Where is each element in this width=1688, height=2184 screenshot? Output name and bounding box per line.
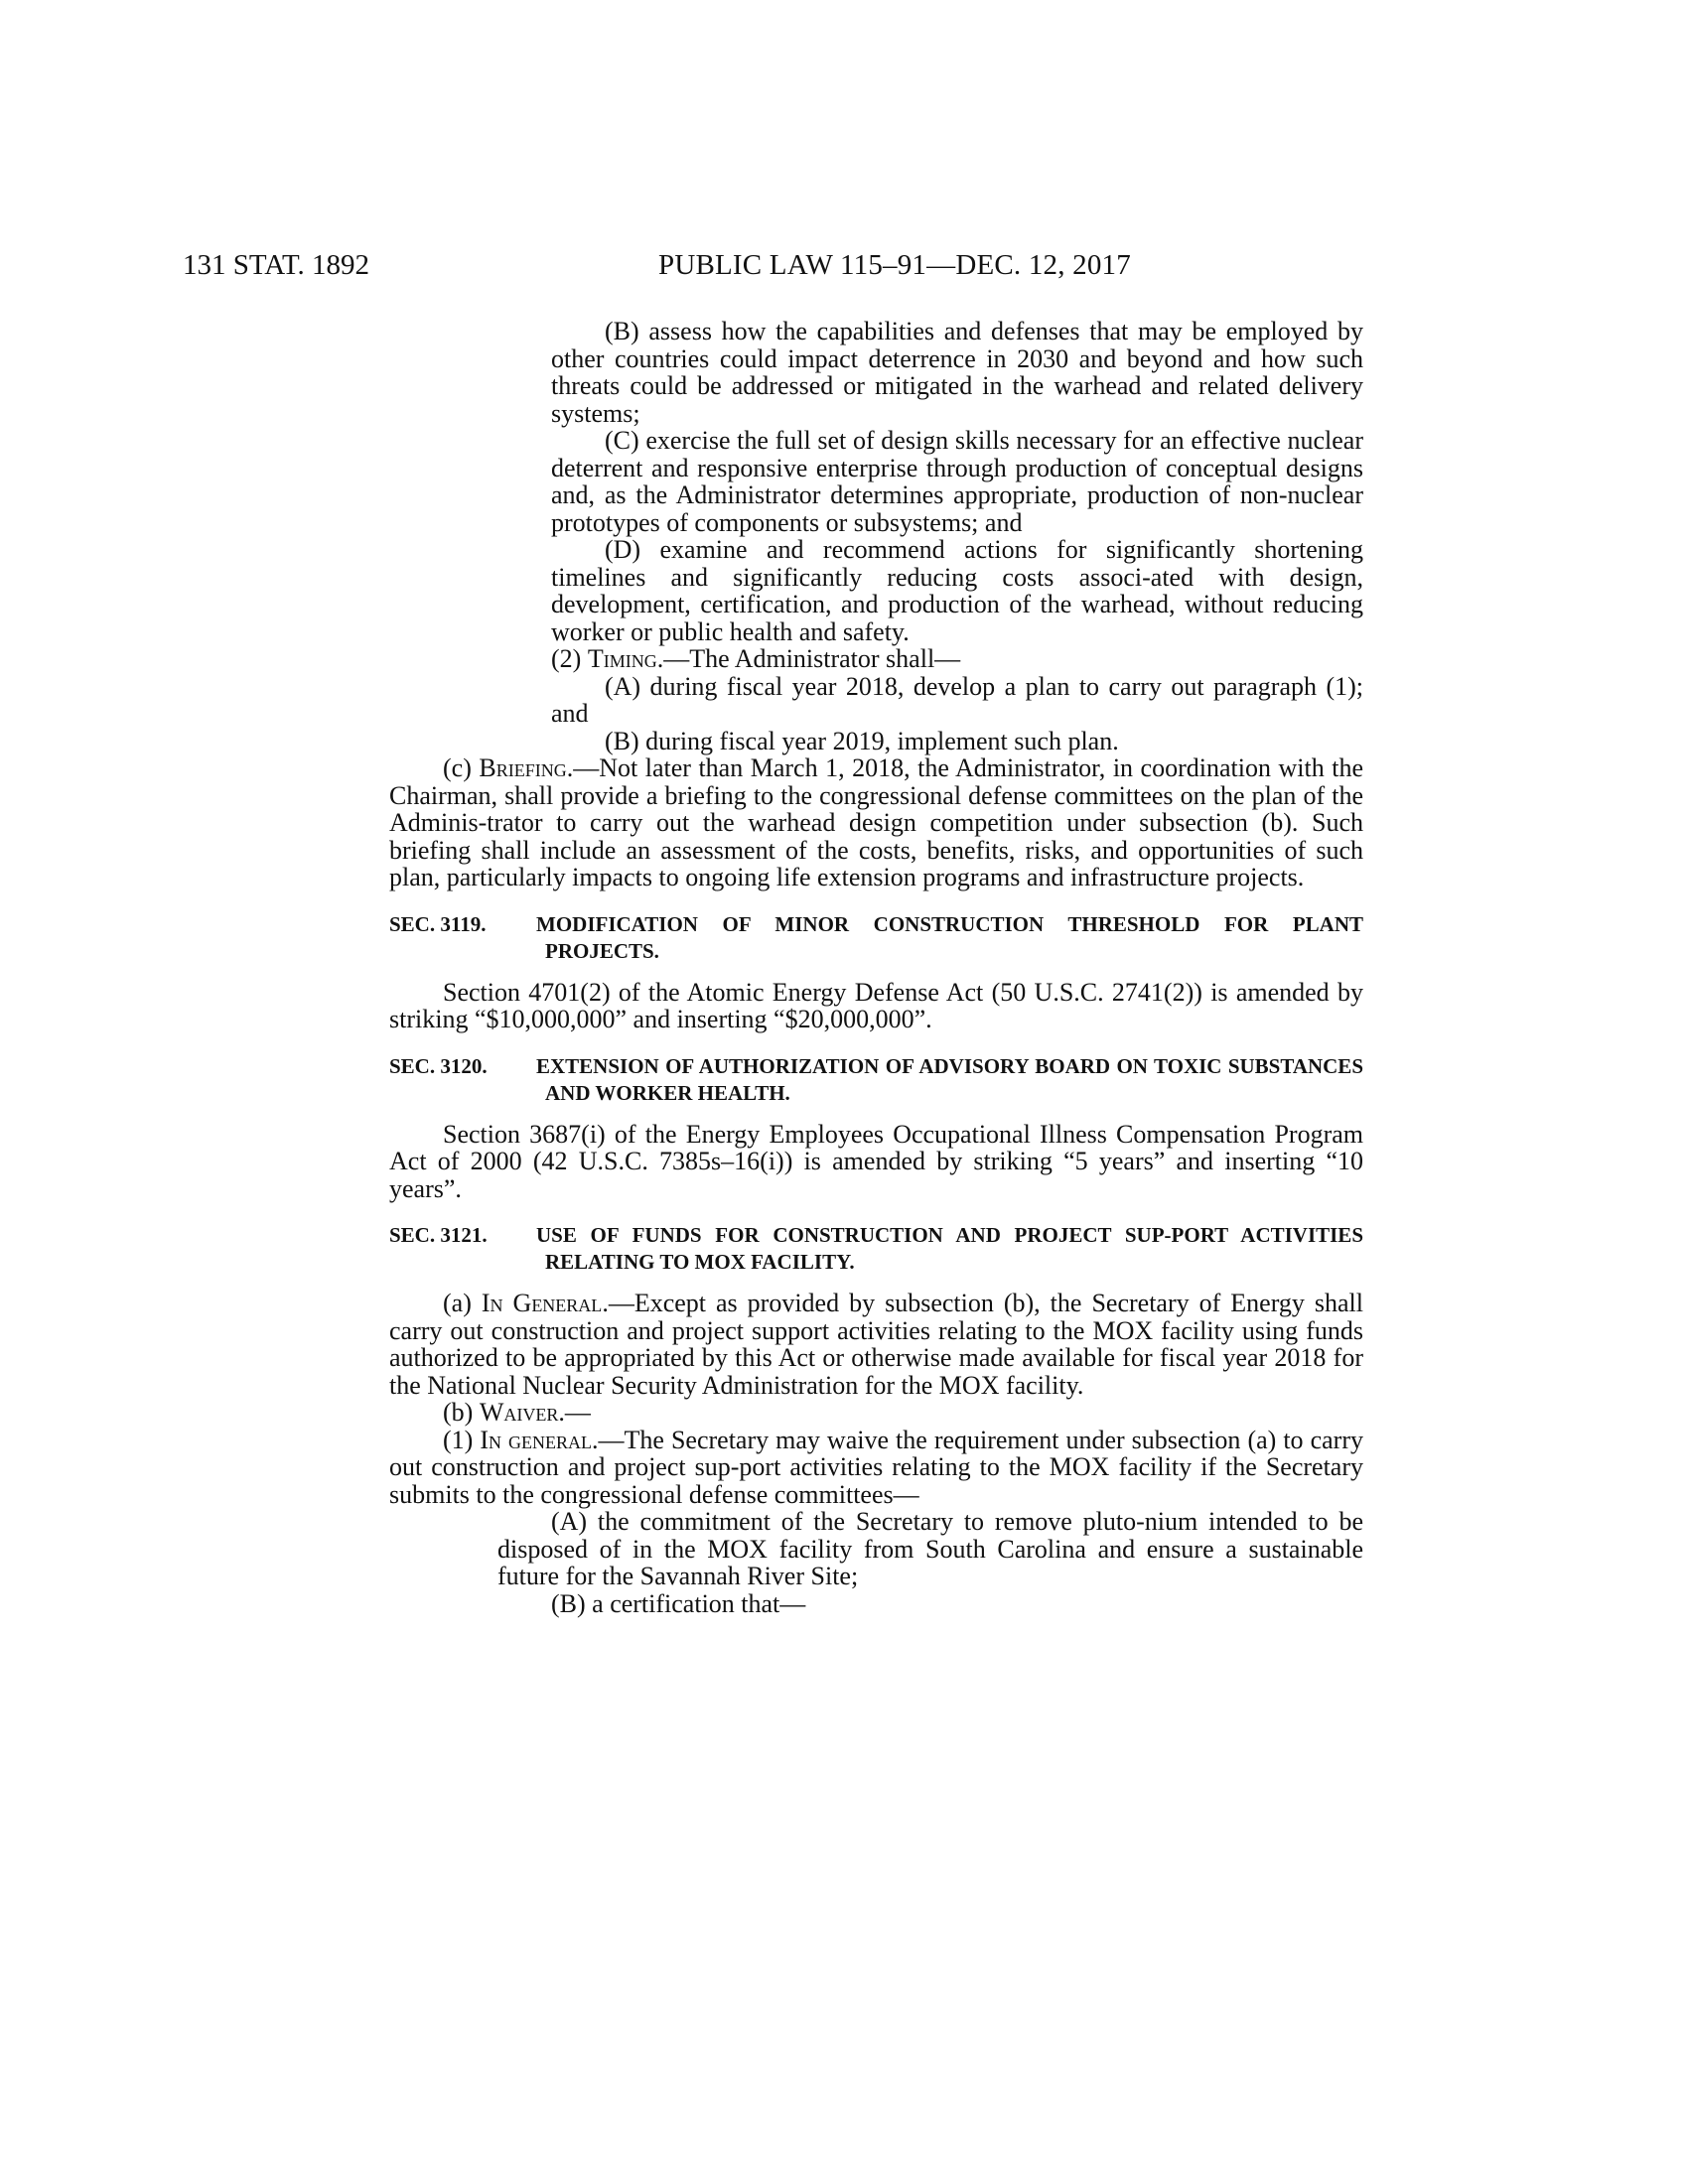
- subsection-a-in-general: [389, 1290, 1363, 1399]
- document-body: [389, 317, 1363, 1618]
- paragraph-timing-b: [497, 728, 1363, 755]
- paragraph-text: (A) the commitment of the Secretary to remove pluto-nium intended to be disposed of in the MOX facility from South Carolina and ensure a sustainable future for the Savannah River Site;: [497, 1507, 1363, 1590]
- section-heading: [389, 1053, 1363, 1107]
- section-heading: [389, 1222, 1363, 1276]
- paragraph-heading: In general: [480, 1425, 593, 1454]
- paragraph-d-examine: [497, 536, 1363, 645]
- subsection-text: .—Except as provided by subsection (b), the Secretary of Energy shall carry out construction and project support activities relating to the MOX facility using funds authorized to be appropriated by this Act or otherwise made available for fiscal year 2018 for the National Nuclear Security Administration for the MOX facility.: [389, 1289, 1363, 1400]
- paragraph-b-assess: [497, 318, 1363, 427]
- subsection-number: (a): [443, 1289, 482, 1317]
- subsection-number: (c): [443, 753, 480, 782]
- section-number: SEC. 3121.: [389, 1223, 488, 1247]
- subsection-heading: Briefing: [479, 753, 567, 782]
- section-number: SEC. 3120.: [389, 1053, 488, 1078]
- section-heading: [389, 911, 1363, 965]
- section-3119: [389, 911, 1363, 1033]
- paragraph-text: (B) assess how the capabilities and defenses that may be employed by other countries could impact deterrence in 2030 and beyond and how such threats could be addressed or mitigated in the warhead and related delivery systems;: [551, 317, 1363, 428]
- subsection-number: (b): [443, 1398, 480, 1427]
- paragraph-text: .—The Administrator shall—: [656, 644, 961, 673]
- statute-page-number: 131 STAT. 1892: [183, 249, 370, 281]
- subsection-text: .—: [558, 1398, 591, 1427]
- section-3120: [389, 1053, 1363, 1203]
- section-text: [389, 979, 1363, 1033]
- section-3121: [389, 1222, 1363, 1617]
- paragraph-text: (B) a certification that—: [551, 1588, 806, 1618]
- subsection-heading: In General: [481, 1289, 603, 1317]
- paragraph-number: (2): [551, 644, 588, 673]
- section-title: EXTENSION OF AUTHORIZATION OF ADVISORY BOARD ON TOXIC SUBSTANCES AND WORKER HEALTH.: [536, 1053, 1363, 1105]
- page-header: [0, 248, 1688, 288]
- paragraph-c-exercise: [497, 427, 1363, 536]
- subsection-b-waiver: [389, 1399, 1363, 1427]
- section-text: [389, 1121, 1363, 1203]
- section-body: Section 3687(i) of the Energy Employees Occupational Illness Compensation Program Act of 2000 (42 U.S.C. 7385s–16(i)) is amended by striking “5 years” and inserting “10 years”.: [389, 1119, 1363, 1203]
- paragraph-text: (D) examine and recommend actions for significantly shortening timelines and significantly reducing costs associ-ated with design, development, certification, and production of the warhead, without reducing worker or public health and safety.: [551, 535, 1363, 646]
- paragraph-timing-a: [497, 673, 1363, 728]
- section-body: Section 4701(2) of the Atomic Energy Defense Act (50 U.S.C. 2741(2)) is amended by striking “$10,000,000” and inserting “$20,000,000”.: [389, 977, 1363, 1033]
- section-title: USE OF FUNDS FOR CONSTRUCTION AND PROJECT SUP-PORT ACTIVITIES RELATING TO MOX FACILITY.: [536, 1223, 1363, 1274]
- paragraph-text: (A) during fiscal year 2018, develop a plan to carry out paragraph (1); and: [551, 671, 1363, 728]
- section-title: MODIFICATION OF MINOR CONSTRUCTION THRESHOLD FOR PLANT PROJECTS.: [536, 911, 1363, 963]
- paragraph-b1-b: [389, 1590, 1363, 1618]
- paragraph-text: .—The Secretary may waive the requirement under subsection (a) to carry out construction and project sup-port activities relating to the MOX facility if the Secretary submits to the congressional defense committees—: [389, 1425, 1363, 1509]
- section-number: SEC. 3119.: [389, 911, 487, 936]
- subsection-text: .—Not later than March 1, 2018, the Administrator, in coordination with the Chairman, shall provide a briefing to the congressional defense committees on the plan of the Adminis-trator to carry out the warhead design competition under subsection (b). Such briefing shall include an assessment of the costs, benefits, risks, and opportunities of such plan, particularly impacts to ongoing life extension programs and infrastructure projects.: [389, 753, 1363, 891]
- paragraph-text: (C) exercise the full set of design skills necessary for an effective nuclear deterrent and responsive enterprise through production of conceptual designs and, as the Administrator determines appropriate, production of non-nuclear prototypes of components or subsystems; and: [551, 426, 1363, 537]
- subsection-c-briefing: [389, 754, 1363, 891]
- running-head: PUBLIC LAW 115–91—DEC. 12, 2017: [658, 249, 1131, 281]
- paragraph-2-timing: [497, 645, 1363, 673]
- paragraph-b1-a: [389, 1508, 1363, 1590]
- paragraph-number: (1): [443, 1425, 481, 1454]
- paragraph-text: (B) during fiscal year 2019, implement such plan.: [605, 726, 1119, 755]
- paragraph-b1-in-general: [281, 1427, 1363, 1509]
- paragraph-heading: Timing: [587, 644, 657, 673]
- subsection-heading: Waiver: [479, 1398, 559, 1427]
